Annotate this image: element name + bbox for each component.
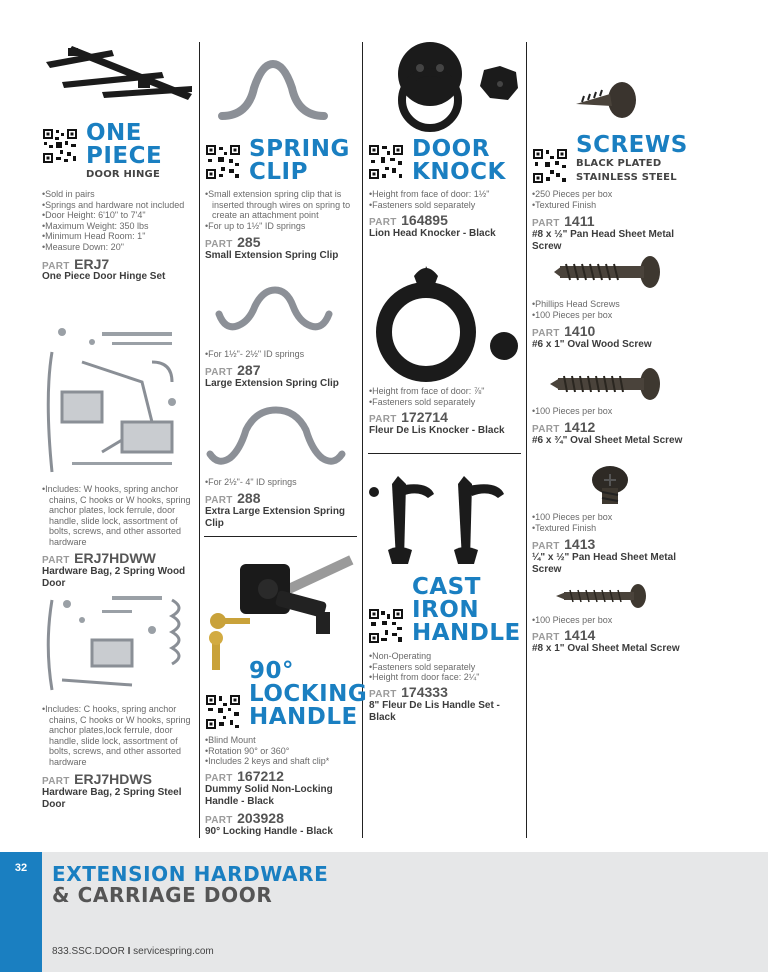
- column-divider: [526, 42, 527, 838]
- kit1-specs: [42, 484, 194, 548]
- part-name: Fleur De Lis Knocker - Black: [369, 425, 505, 436]
- part-code: 1412: [564, 419, 596, 435]
- part-name: Large Extension Spring Clip: [205, 378, 339, 389]
- spring-clip-image: [206, 404, 346, 468]
- part-code: 167212: [237, 768, 284, 784]
- part-name: Hardware Bag, 2 Spring Steel Door: [42, 787, 182, 810]
- part-code: 203928: [237, 810, 284, 826]
- spec-item: • Rotation 90° or 360°: [205, 746, 357, 757]
- part-code: 285: [237, 234, 261, 250]
- part-code: ERJ7: [74, 256, 110, 272]
- product-title: CAST: [412, 574, 481, 600]
- spec-item: • For up to 1½" ID springs: [205, 221, 357, 232]
- part-code: 1413: [564, 536, 596, 552]
- product-title: ONE: [86, 120, 143, 146]
- product-title: HANDLE: [412, 620, 521, 646]
- spec-item: • Includes 2 keys and shaft clip*: [205, 756, 357, 767]
- part-code: 172714: [401, 409, 448, 425]
- part-label: PART: [532, 632, 560, 643]
- part-label: PART: [205, 239, 233, 250]
- spec-item: • Phillips Head Screws: [532, 299, 684, 310]
- hinge-specs: [42, 189, 194, 253]
- spec-item: • Door Height: 6'10" to 7'4": [42, 210, 194, 221]
- part-label: PART: [205, 495, 233, 506]
- screws-heading: [532, 134, 688, 185]
- part-label: PART: [205, 773, 233, 784]
- spec-item: • Measure Down: 20": [42, 242, 194, 253]
- part-code: ERJ7HDWS: [74, 771, 152, 787]
- spec-item: • Height from door face: 2¼": [369, 672, 521, 683]
- part-name: 8" Fleur De Lis Handle Set - Black: [369, 700, 500, 723]
- spec-item: • Blind Mount: [205, 735, 357, 746]
- product-title: PIECE: [86, 143, 163, 169]
- clip2-specs: [205, 349, 357, 360]
- product-title: SPRING: [249, 136, 350, 162]
- screw3-specs: [532, 406, 684, 417]
- spring-clip-heading: [205, 138, 350, 184]
- part-name: One Piece Door Hinge Set: [42, 271, 166, 282]
- spring-clip-image: [218, 58, 328, 122]
- fleur-de-lis-knocker-image: [368, 262, 522, 382]
- spec-item: • Fasteners sold separately: [369, 397, 521, 408]
- product-subtitle: BLACK PLATED: [576, 158, 662, 169]
- pan-head-screw-image: [572, 80, 638, 122]
- part-code: 1411: [564, 213, 595, 229]
- clip1-specs: [205, 189, 357, 231]
- part-name: Small Extension Spring Clip: [205, 250, 339, 261]
- spec-item: • Height from face of door: ⅞": [369, 386, 521, 397]
- product-title: DOOR: [412, 136, 490, 162]
- spec-item: • Springs and hardware not included: [42, 200, 194, 211]
- screw5-specs: [532, 615, 684, 626]
- column-divider: [199, 42, 200, 838]
- part-name: ¼" x ½" Pan Head Sheet Metal Screw: [532, 552, 676, 575]
- pan-head-screw-image: [584, 462, 632, 508]
- cast-iron-handle-image: [368, 470, 522, 570]
- lock-specs: [205, 735, 357, 767]
- door-knock-heading: [368, 138, 506, 184]
- part-label: PART: [532, 328, 560, 339]
- oval-sheet-metal-screw-image: [550, 366, 664, 402]
- qr-code-icon[interactable]: [368, 608, 404, 644]
- part-label: PART: [369, 414, 397, 425]
- locking-handle-image: [206, 546, 360, 676]
- product-title: 90°: [249, 658, 295, 684]
- screw2-specs: [532, 299, 684, 320]
- part-code: 1410: [564, 323, 596, 339]
- qr-code-icon[interactable]: [368, 144, 404, 180]
- spec-item: • Includes: W hooks, spring anchor chains, C hooks or W hooks, spring anchor plates, lock ferrule, door handle, slide lock, assortment of bolts, screws, and other assorted hardware: [42, 484, 194, 548]
- phone-number[interactable]: 833.SSC.DOOR: [52, 946, 125, 957]
- spec-item: • Small extension spring clip that is inserted through wires on spring to create an attachment point: [205, 189, 357, 221]
- section-subtitle: & CARRIAGE DOOR: [52, 883, 273, 907]
- website-link[interactable]: servicespring.com: [133, 946, 214, 957]
- spec-item: • Minimum Head Room: 1": [42, 231, 194, 242]
- screw1-specs: [532, 189, 684, 210]
- section-divider: [368, 453, 521, 454]
- spec-item: • 100 Pieces per box: [532, 310, 684, 321]
- part-label: PART: [532, 424, 560, 435]
- door-hinge-image: [42, 42, 194, 108]
- hardware-kit-image: [42, 590, 192, 696]
- clip3-specs: [205, 477, 357, 488]
- knocker1-specs: [369, 189, 521, 210]
- part-name: Extra Large Extension Spring Clip: [205, 506, 346, 529]
- part-label: PART: [532, 218, 560, 229]
- separator: I: [127, 946, 131, 957]
- qr-code-icon[interactable]: [205, 144, 241, 180]
- product-title: HANDLE: [249, 704, 358, 730]
- spec-item: • Includes: C hooks, spring anchor chains, C hooks or W hooks, spring anchor plates,lock ferrule, door handle, slide lock, assortment of bolts, screws, and other assorted hardware: [42, 704, 194, 768]
- part-label: PART: [532, 541, 560, 552]
- spec-item: • Sold in pairs: [42, 189, 194, 200]
- spec-item: • 100 Pieces per box: [532, 406, 684, 417]
- spring-clip-image: [215, 286, 333, 338]
- part-name: Dummy Solid Non-Locking Handle - Black: [205, 784, 333, 807]
- part-label: PART: [42, 776, 70, 787]
- part-label: PART: [205, 367, 233, 378]
- part-code: 288: [237, 490, 261, 506]
- part-name: #8 x 1" Oval Sheet Metal Screw: [532, 643, 680, 654]
- screw4-specs: [532, 512, 684, 533]
- qr-code-icon[interactable]: [532, 148, 568, 184]
- handle-specs: [369, 651, 521, 683]
- spec-item: • 100 Pieces per box: [532, 615, 684, 626]
- knocker2-specs: [369, 386, 521, 407]
- part-code: 164895: [401, 212, 448, 228]
- part-name: #8 x ½" Pan Head Sheet Metal Screw: [532, 229, 675, 252]
- one-piece-heading: [42, 122, 162, 182]
- part-label: PART: [42, 261, 70, 272]
- part-code: 174333: [401, 684, 448, 700]
- hardware-kit-image: [42, 322, 192, 478]
- part-label: PART: [369, 217, 397, 228]
- locking-handle-heading: [205, 660, 367, 730]
- spec-item: • Height from face of door: 1½": [369, 189, 521, 200]
- part-label: PART: [369, 689, 397, 700]
- spec-item: • Maximum Weight: 350 lbs: [42, 221, 194, 232]
- kit2-specs: [42, 704, 194, 768]
- spec-item: • For 2½"- 4" ID springs: [205, 477, 357, 488]
- section-divider: [204, 536, 357, 537]
- oval-wood-screw-image: [554, 254, 664, 290]
- part-name: 90° Locking Handle - Black: [205, 826, 333, 837]
- part-name: Lion Head Knocker - Black: [369, 228, 496, 239]
- qr-code-icon[interactable]: [205, 694, 241, 730]
- spec-item: • For 1½"- 2½" ID springs: [205, 349, 357, 360]
- product-title: SCREWS: [576, 132, 688, 158]
- part-name: Hardware Bag, 2 Spring Wood Door: [42, 566, 186, 589]
- part-code: 287: [237, 362, 261, 378]
- spec-item: • Fasteners sold separately: [369, 200, 521, 211]
- product-title: LOCKING: [249, 681, 368, 707]
- spec-item: • 250 Pieces per box: [532, 189, 684, 200]
- cast-iron-handle-heading: [368, 576, 521, 645]
- spec-item: • Non-Operating: [369, 651, 521, 662]
- product-subtitle: DOOR HINGE: [86, 169, 160, 180]
- spec-item: • Fasteners sold separately: [369, 662, 521, 673]
- product-subtitle: STAINLESS STEEL: [576, 172, 677, 183]
- part-label: PART: [205, 815, 233, 826]
- oval-sheet-metal-screw-image: [556, 582, 650, 610]
- part-code: 1414: [564, 627, 596, 643]
- page-number: 32: [14, 862, 28, 874]
- spec-item: • Textured Finish: [532, 523, 684, 534]
- part-label: PART: [42, 555, 70, 566]
- product-title: CLIP: [249, 159, 308, 185]
- contact-info: [52, 946, 214, 957]
- part-name: #6 x 1" Oval Wood Screw: [532, 339, 652, 350]
- part-code: ERJ7HDWW: [74, 550, 156, 566]
- spec-item: • 100 Pieces per box: [532, 512, 684, 523]
- qr-code-icon[interactable]: [42, 128, 78, 164]
- section-title: EXTENSION HARDWARE: [52, 862, 329, 886]
- part-name: #6 x ¾" Oval Sheet Metal Screw: [532, 435, 683, 446]
- product-title: KNOCK: [412, 159, 506, 185]
- lion-head-knocker-image: [388, 38, 524, 132]
- product-title: IRON: [412, 597, 480, 623]
- spec-item: • Textured Finish: [532, 200, 684, 211]
